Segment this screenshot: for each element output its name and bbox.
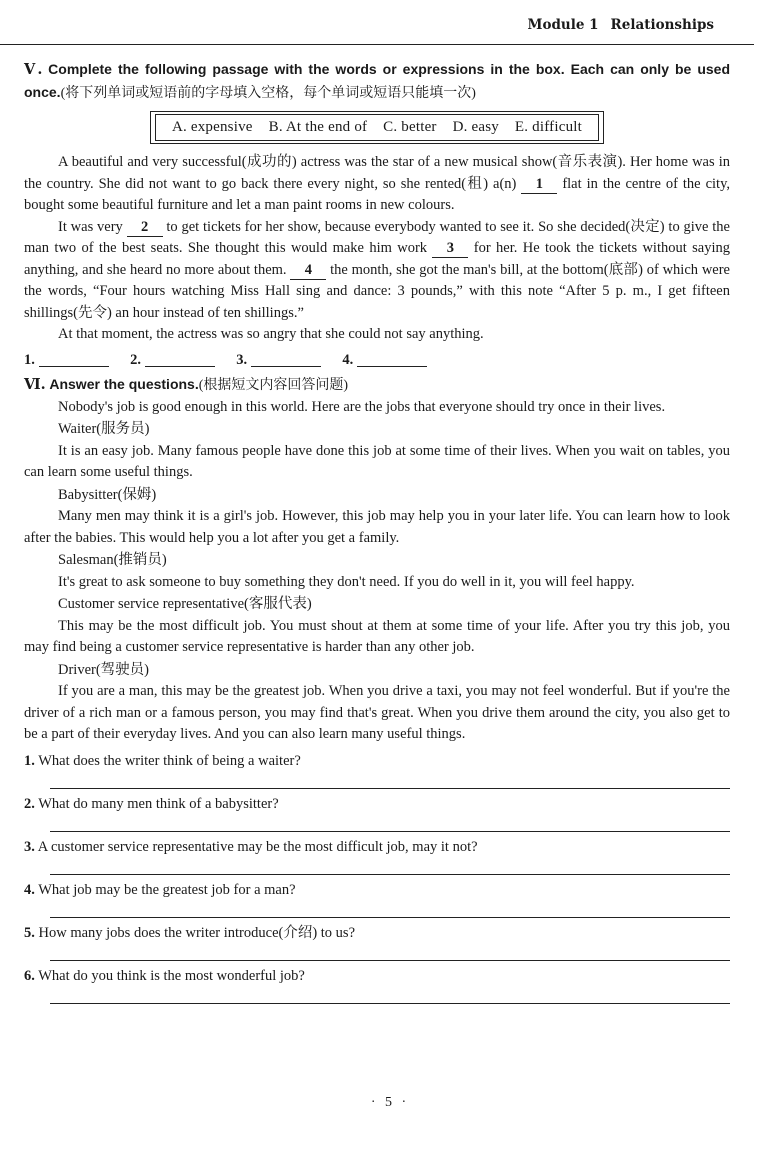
section-5 xyxy=(24,58,730,371)
question-number: 2. xyxy=(24,795,35,812)
running-head xyxy=(528,17,714,33)
section-instruction-cn: (根据短文内容回答问题) xyxy=(198,377,349,393)
section-instruction-en: Answer the questions. xyxy=(49,375,199,392)
question-number: 4. xyxy=(24,881,35,898)
word-box-options xyxy=(155,114,599,141)
blank-4[interactable]: 4 xyxy=(290,262,326,280)
passage-paragraph-2 xyxy=(24,217,730,325)
text-run: for her. He took the tickets without saying anything, and she heard no more about them. xyxy=(24,240,730,278)
answer-line-1[interactable] xyxy=(50,772,730,789)
answer-line-6[interactable] xyxy=(50,987,730,1004)
text-run: It was very xyxy=(58,218,127,235)
blank-3[interactable]: 3 xyxy=(432,240,468,258)
job-heading-salesman: Salesman(推销员) xyxy=(58,552,167,568)
answer-line[interactable] xyxy=(145,366,215,367)
module-title: Relationships xyxy=(610,17,714,33)
question-4 xyxy=(24,879,730,901)
reading-intro: Nobody's job is good enough in this world. Here are the jobs that everyone should try once in their lives. xyxy=(58,398,666,415)
job-text-driver: If you are a man, this may be the greatest job. When you drive a taxi, you may not feel wonderful. But if you're the driver of a rich man or a famous person, you may find that's great. When you drive them around the city, you also get to be a part of their everyday lives. And you can also learn many useful things. xyxy=(24,683,730,742)
question-number: 1. xyxy=(24,752,35,769)
answer-line-3[interactable] xyxy=(50,858,730,875)
question-text: What job may be the greatest job for a man? xyxy=(38,881,296,898)
question-number: 3. xyxy=(24,838,35,855)
text-run: the month, she got the man's bill, at the bottom(底部) of which were the words, “Four hours watching Miss Hall sing and dance: 3 pounds,” with this note “After 5 p. m., I get fifteen shillings(先令) an hour instead of ten shillings.” xyxy=(24,261,730,321)
job-text-customer-service: This may be the most difficult job. You must shout at them at some time of your life. After you try this job, you may find being a customer service representative is harder than any other job. xyxy=(24,617,730,655)
answer-line-5[interactable] xyxy=(50,944,730,961)
question-list xyxy=(24,750,730,1004)
header-rule xyxy=(0,44,754,45)
job-heading-driver: Driver(驾驶员) xyxy=(58,661,149,678)
answer-line-2[interactable] xyxy=(50,815,730,832)
option-d: D. easy xyxy=(452,119,499,135)
option-a: A. expensive xyxy=(171,119,253,135)
answer-row xyxy=(24,349,730,371)
answer-slot-4[interactable] xyxy=(342,349,427,371)
text-run: A beautiful and very successful(成功的) actress was the star of a new musical show(音乐表演). Her home was in the country. She did not want to go back there every night, so she rented(租) a(n) xyxy=(24,154,730,192)
option-e: E. difficult xyxy=(514,119,583,135)
question-text: A customer service representative may be the most difficult job, may it not? xyxy=(37,838,478,855)
section-6 xyxy=(24,373,730,1004)
answer-line[interactable] xyxy=(251,366,321,367)
module-label: Module 1 xyxy=(527,17,599,33)
answer-line-4[interactable] xyxy=(50,901,730,918)
question-number: 5. xyxy=(24,924,35,941)
option-c: C. better xyxy=(383,119,437,135)
answer-number: 1. xyxy=(24,351,35,368)
blank-2[interactable]: 2 xyxy=(127,219,163,237)
question-text: What does the writer think of being a waiter? xyxy=(38,752,301,769)
answer-slot-2[interactable] xyxy=(130,349,215,371)
job-heading-babysitter: Babysitter(保姆) xyxy=(58,486,157,503)
passage-paragraph-3: At that moment, the actress was so angry that she could not say anything. xyxy=(58,326,484,342)
text-run: to get tickets for her show, because everybody wanted to see it. So she decided(决定) to give the man two of the best seats. She thought this would make him work xyxy=(24,218,730,256)
option-b: B. At the end of xyxy=(268,119,368,135)
job-text-babysitter: Many men may think it is a girl's job. However, this job may help you in your later life. You can learn how to look after the babies. This would help you a lot after you get a family. xyxy=(24,508,730,546)
question-number: 6. xyxy=(24,967,35,984)
page-body xyxy=(24,58,730,1006)
question-5 xyxy=(24,922,730,944)
section-5-title xyxy=(24,58,730,105)
section-number: Ⅴ. xyxy=(24,61,43,78)
question-text: What do many men think of a babysitter? xyxy=(38,795,279,812)
answer-number: 4. xyxy=(342,351,354,368)
text-run: flat in the centre of the city, bought some beautiful furniture and let a man paint rooms in new colours. xyxy=(24,175,730,213)
answer-number: 2. xyxy=(130,351,141,368)
section-number: Ⅵ. xyxy=(24,375,46,393)
passage-paragraph-1 xyxy=(24,152,730,217)
answer-slot-1[interactable] xyxy=(24,349,109,371)
question-1 xyxy=(24,750,730,772)
job-heading-waiter: Waiter(服务员) xyxy=(58,421,150,437)
section-6-title xyxy=(24,373,730,397)
answer-line[interactable] xyxy=(39,366,109,367)
word-box-frame xyxy=(150,111,604,144)
section-instruction-cn: (将下列单词或短语前的字母填入空格，每个单词或短语只能填一次) xyxy=(60,86,476,101)
question-text: What do you think is the most wonderful job? xyxy=(38,967,305,984)
question-2 xyxy=(24,793,730,815)
answer-slot-3[interactable] xyxy=(236,349,321,371)
blank-1[interactable]: 1 xyxy=(521,176,557,194)
question-text: How many jobs does the writer introduce(介绍) to us? xyxy=(38,924,356,941)
answer-number: 3. xyxy=(236,351,248,368)
question-3 xyxy=(24,836,730,858)
job-heading-customer-service: Customer service representative(客服代表) xyxy=(58,596,312,612)
question-6 xyxy=(24,965,730,987)
answer-line[interactable] xyxy=(357,366,427,367)
word-box xyxy=(24,111,730,144)
section-instruction-en: Complete the following passage with the words or expressions in the box. Each can only be used once. xyxy=(24,61,731,100)
job-text-waiter: It is an easy job. Many famous people have done this job at some time of their lives. When you wait on tables, you can learn some useful things. xyxy=(24,442,730,480)
page-number: · 5 · xyxy=(370,1095,410,1110)
job-text-salesman: It's great to ask someone to buy something they don't need. If you do well in it, you will feel happy. xyxy=(58,573,635,590)
page-header xyxy=(0,14,780,46)
